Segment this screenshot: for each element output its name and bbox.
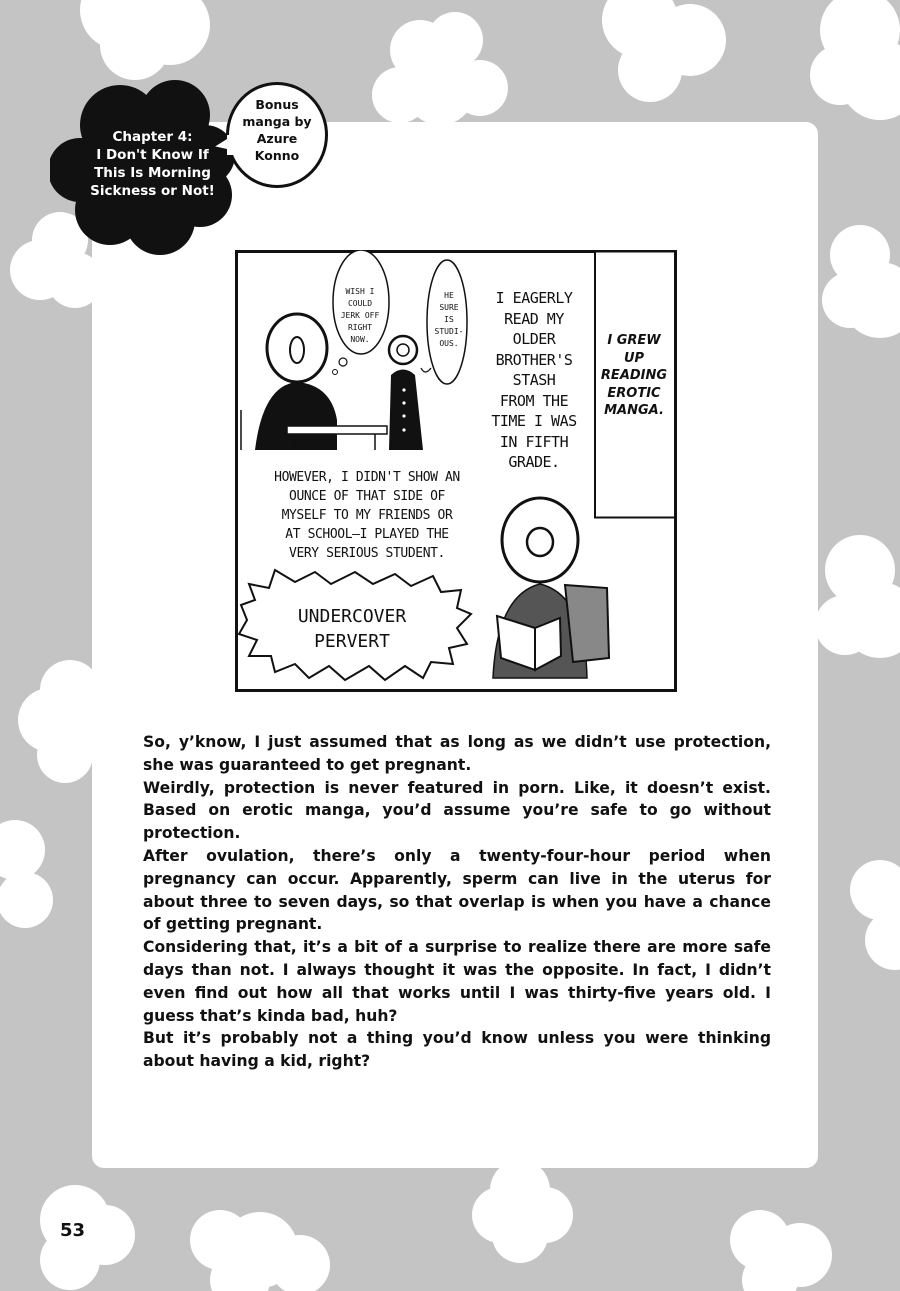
narration-line: FROM THE: [499, 391, 569, 410]
narration-line: AT SCHOOL—I PLAYED THE: [285, 527, 449, 542]
bonus-line: Konno: [254, 148, 300, 163]
bonus-manga-credit: [226, 96, 328, 164]
thought-line: NOW.: [350, 335, 370, 344]
side-caption-text: [598, 332, 670, 420]
speech-line: HE: [444, 291, 454, 300]
speech-line: OUS.: [439, 339, 459, 348]
chapter-number: Chapter 4:: [112, 129, 193, 145]
thought-line: JERK OFF: [340, 311, 380, 320]
narration-line: STASH: [512, 371, 556, 389]
thought-line: RIGHT: [347, 323, 373, 332]
narration-left: [252, 468, 482, 563]
page-number: 53: [60, 1220, 86, 1241]
narration-right: [478, 288, 590, 473]
body-paragraph: Considering that, it’s a bit of a surprise to realize there are more safe days than not. I always thought it was the opposite. In fact, I didn’t even find out how all that works until I was thirty-five years old. I guess that’s kinda bad, huh?: [143, 938, 771, 1025]
narration-line: GRADE.: [508, 453, 560, 471]
narration-line: I EAGERLY: [495, 289, 573, 307]
narration-line: OUNCE OF THAT SIDE OF: [289, 489, 445, 504]
caption-line: EROTIC: [607, 385, 661, 401]
speech-line: STUDI-: [434, 327, 464, 336]
narration-line: BROTHER'S: [495, 350, 573, 369]
narration-line: HOWEVER, I DIDN'T SHOW AN: [274, 470, 460, 485]
narration-line: IN FIFTH: [499, 432, 569, 451]
speech-line: SURE: [439, 303, 459, 312]
narration-line: READ MY: [504, 309, 564, 328]
caption-line: READING: [600, 368, 668, 383]
body-paragraph: So, y’know, I just assumed that as long as we didn’t use protection, she was guaranteed to get pregnant.: [143, 733, 771, 774]
burst-line: UNDERCOVER: [297, 606, 407, 627]
body-paragraph: Weirdly, protection is never featured in porn. Like, it doesn’t exist. Based on erotic manga, you’d assume you’re safe to go without protection.: [143, 778, 771, 843]
burst-line: PERVERT: [314, 631, 390, 652]
thought-bubble-text: [330, 286, 390, 346]
chapter-subtitle-line: I Don't Know If: [96, 147, 209, 163]
narration-line: TIME I WAS: [491, 412, 577, 430]
body-paragraph: But it’s probably not a thing you’d know unless you were thinking about having a kid, right?: [143, 1029, 771, 1071]
chapter-subtitle-line: This Is Morning: [94, 165, 211, 181]
narration-line: MYSELF TO MY FRIENDS OR: [281, 508, 453, 523]
bonus-line: Bonus: [255, 97, 299, 112]
narration-line: OLDER: [512, 330, 556, 348]
thought-line: COULD: [347, 299, 373, 308]
speech-bubble-text: [430, 290, 468, 350]
caption-line: UP: [623, 350, 645, 366]
caption-line: MANGA.: [604, 403, 664, 418]
chapter-subtitle-line: Sickness or Not!: [90, 183, 215, 199]
body-text: [143, 731, 771, 1073]
thought-line: WISH I: [345, 287, 375, 296]
bonus-line: manga by: [242, 114, 312, 129]
caption-line: I GREW: [607, 333, 661, 348]
narration-line: VERY SERIOUS STUDENT.: [289, 546, 445, 561]
bonus-line: Azure: [256, 131, 298, 146]
body-paragraph: After ovulation, there’s only a twenty-four-hour period when pregnancy can occur. Apparently, sperm can live in the uterus for about three to seven days, so that overlap is when you have a chance of getting pregnant.: [143, 846, 771, 934]
speech-line: IS: [444, 315, 454, 324]
burst-text: [262, 604, 442, 654]
